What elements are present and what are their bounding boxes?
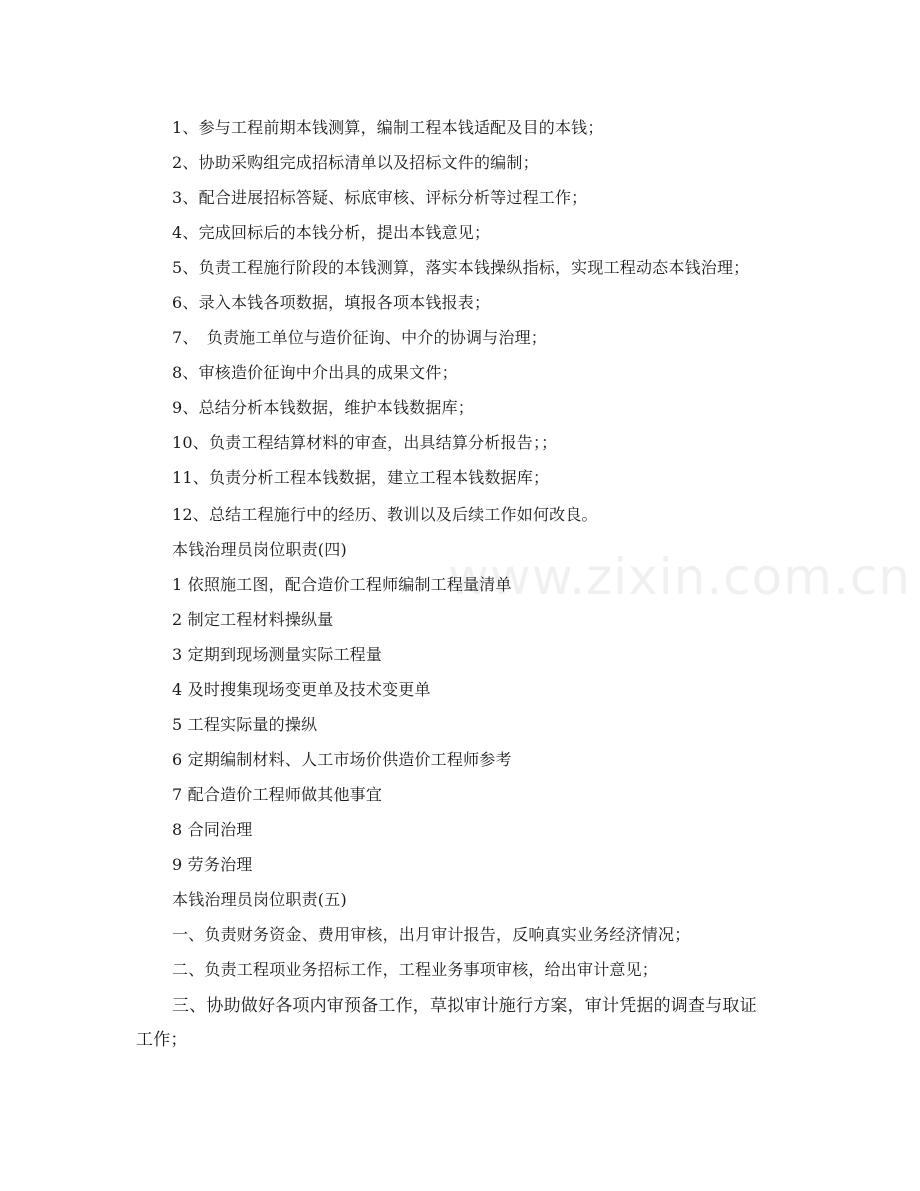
section-heading-4: 本钱治理员岗位职责(四) (172, 540, 347, 559)
duty-line-4: 4、完成回标后的本钱分析，提出本钱意见； (172, 223, 491, 242)
duty-line-5: 5、负责工程施行阶段的本钱测算，落实本钱操纵指标，实现工程动态本钱治理； (172, 258, 750, 277)
section5-item-1: 一、负责财务资金、费用审核，出月审计报告，反响真实业务经济情况； (172, 925, 691, 944)
duty-line-12: 12、总结工程施行中的经历、教训以及后续工作如何改良。 (172, 505, 598, 524)
section4-item-9: 9 劳务治理 (172, 855, 253, 874)
duty-line-7: 7、 负责施工单位与造价征询、中介的协调与治理； (172, 328, 547, 347)
duty-line-8: 8、审核造价征询中介出具的成果文件； (172, 363, 458, 382)
section-heading-5: 本钱治理员岗位职责(五) (172, 890, 347, 909)
section5-item-3: 三、协助做好各项内审预备工作，草拟审计施行方案，审计凭据的调查与取证 (172, 996, 757, 1016)
watermark: www.zixin.com.cn (448, 548, 912, 606)
duty-line-6: 6、录入本钱各项数据，填报各项本钱报表； (172, 293, 491, 312)
section5-item-3-continued: 工作； (136, 1030, 188, 1050)
duty-line-2: 2、协助采购组完成招标清单以及招标文件的编制； (172, 153, 539, 172)
duty-line-10: 10、负责工程结算材料的审查，出具结算分析报告；； (172, 433, 558, 452)
section4-item-1: 1 依照施工图，配合造价工程师编制工程量清单 (172, 575, 512, 594)
section4-item-4: 4 及时搜集现场变更单及技术变更单 (172, 680, 431, 699)
section4-item-2: 2 制定工程材料操纵量 (172, 610, 334, 629)
duty-line-9: 9、总结分析本钱数据，维护本钱数据库； (172, 398, 474, 417)
section4-item-7: 7 配合造价工程师做其他事宜 (172, 785, 383, 804)
section4-item-6: 6 定期编制材料、人工市场价供造价工程师参考 (172, 750, 512, 769)
section4-item-5: 5 工程实际量的操纵 (172, 715, 318, 734)
section4-item-8: 8 合同治理 (172, 820, 253, 839)
section4-item-3: 3 定期到现场测量实际工程量 (172, 645, 383, 664)
duty-line-11: 11、负责分析工程本钱数据，建立工程本钱数据库； (172, 468, 550, 487)
duty-line-1: 1、参与工程前期本钱测算，编制工程本钱适配及目的本钱； (172, 118, 604, 137)
duty-line-3: 3、配合进展招标答疑、标底审核、评标分析等过程工作； (172, 188, 588, 207)
section5-item-2: 二、负责工程项业务招标工作，工程业务事项审核，给出审计意见； (172, 960, 659, 979)
